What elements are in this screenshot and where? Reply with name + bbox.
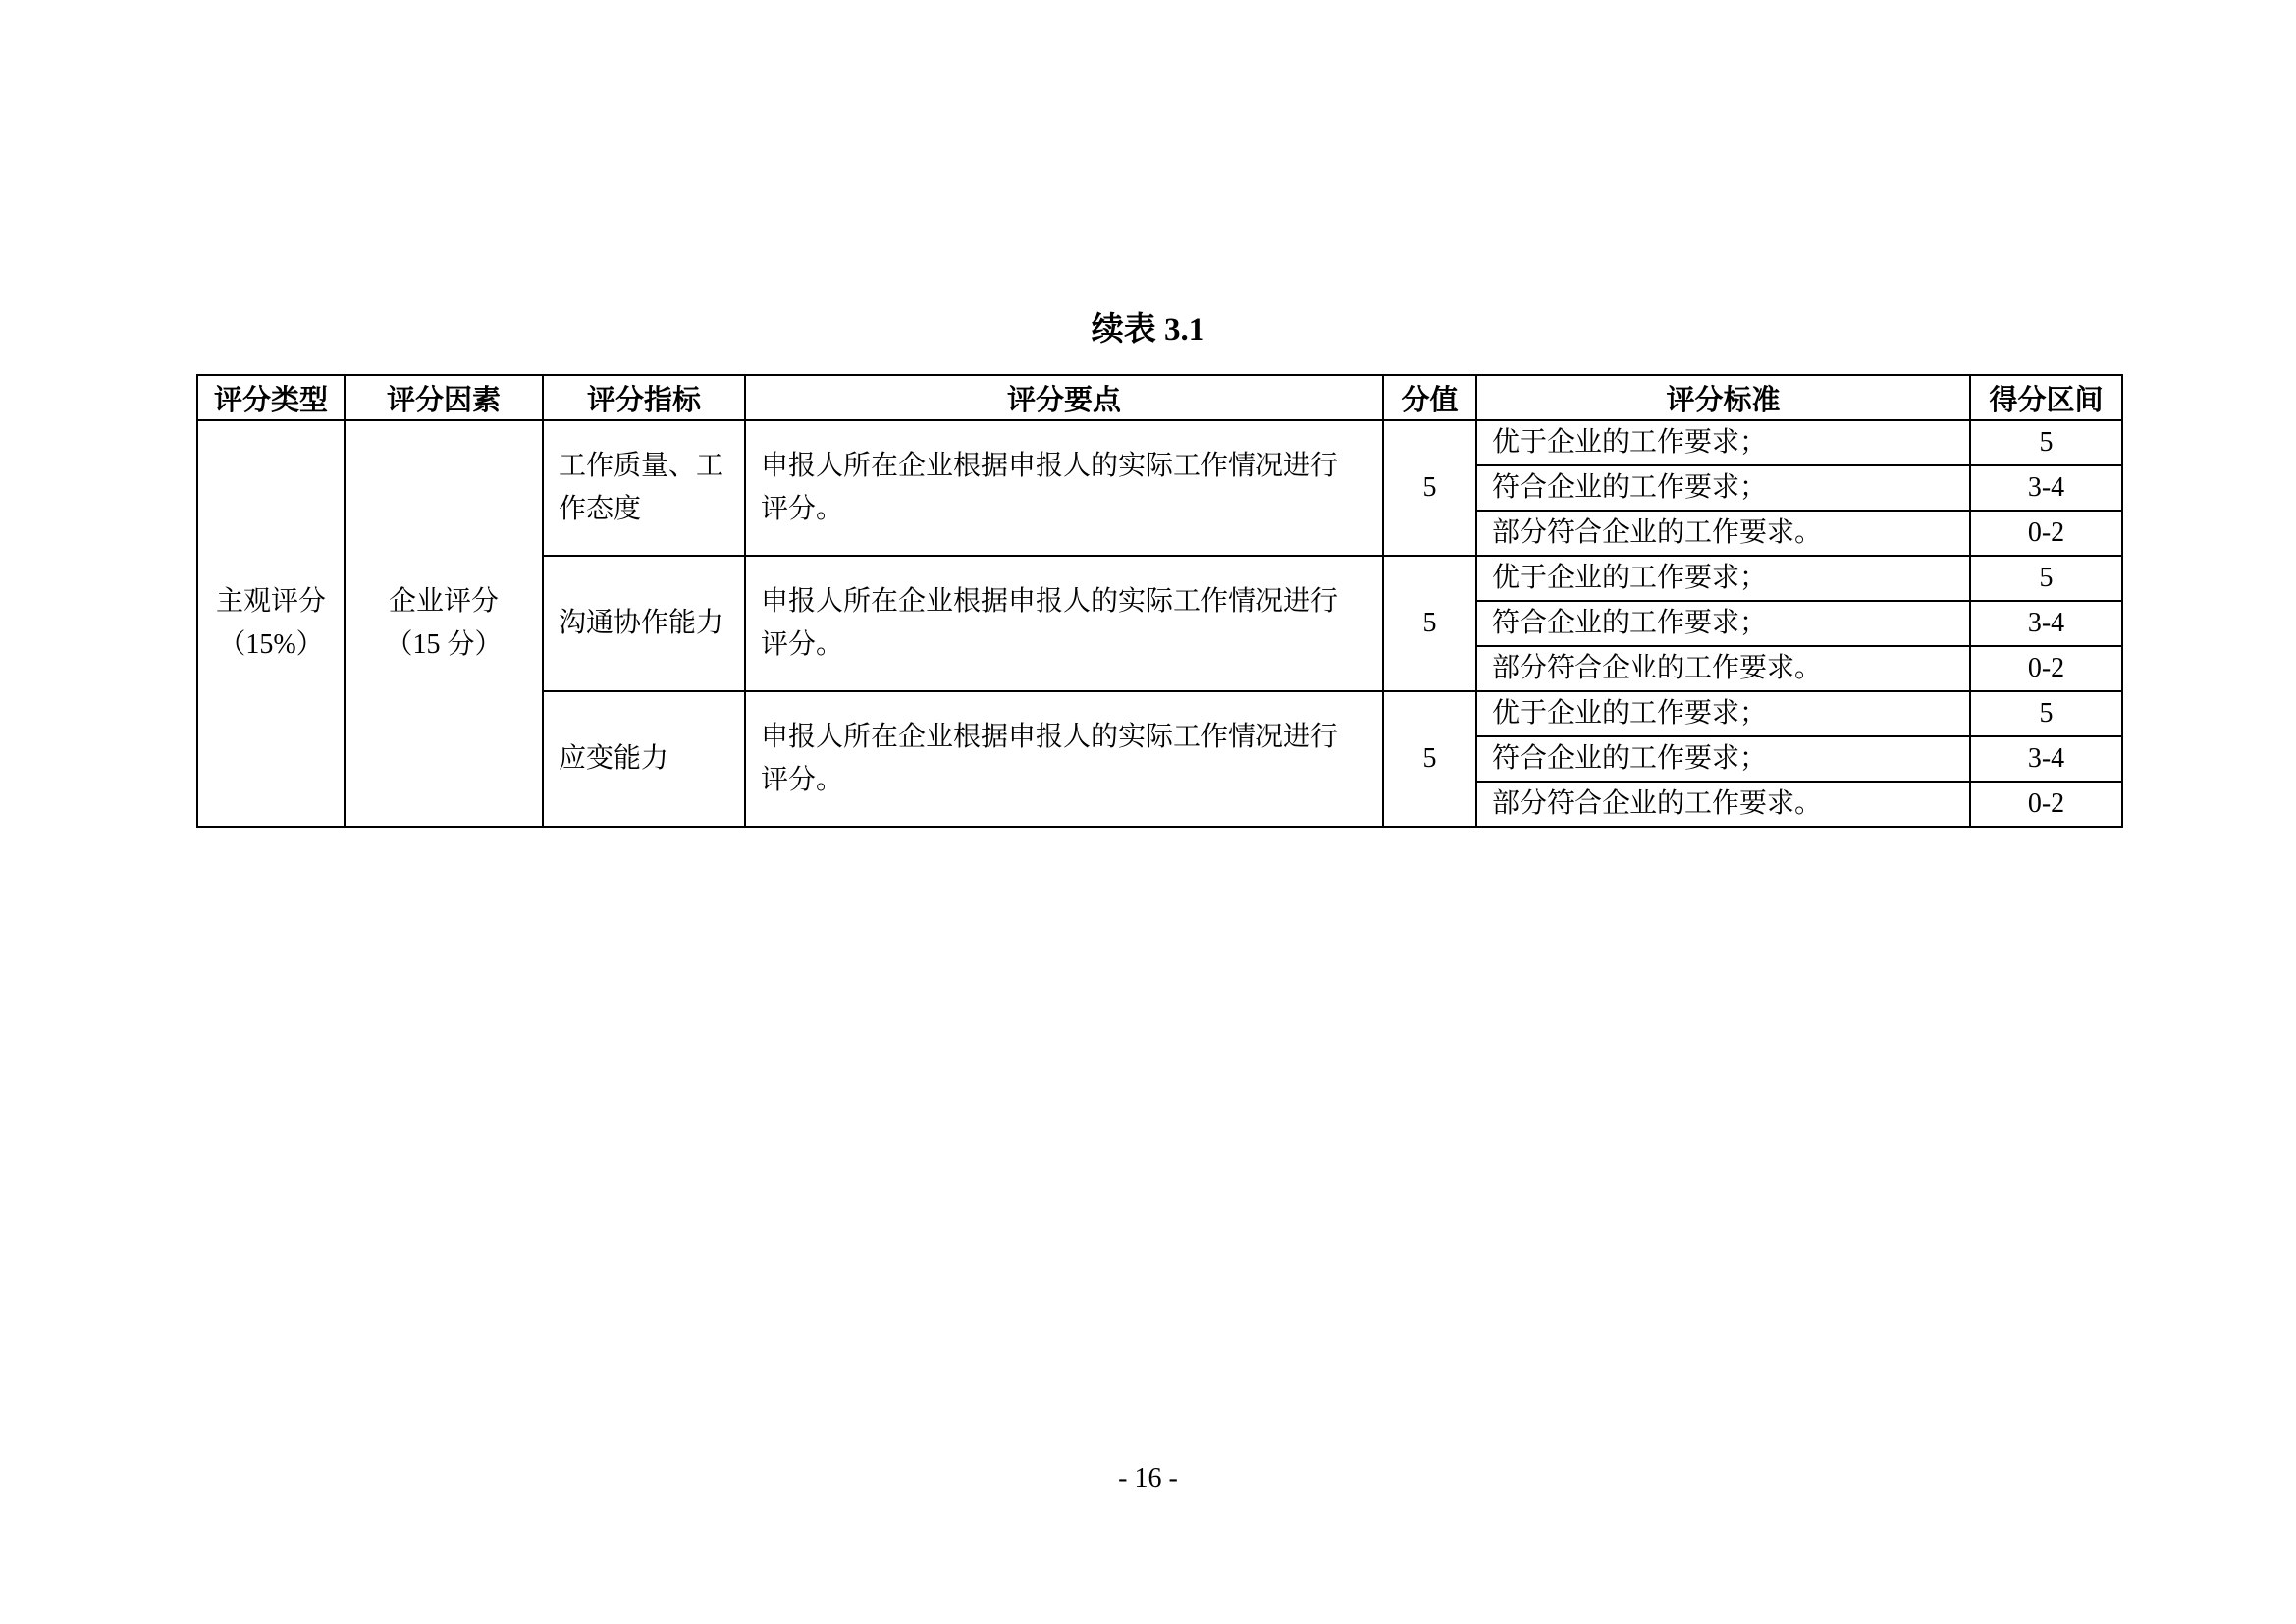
standard-cell: 优于企业的工作要求；: [1476, 556, 1970, 601]
scoring-point-cell: 申报人所在企业根据申报人的实际工作情况进行评分。: [745, 691, 1383, 827]
standard-cell: 优于企业的工作要求；: [1476, 420, 1970, 465]
scoring-factor-cell: [345, 420, 543, 827]
standard-cell: 部分符合企业的工作要求。: [1476, 782, 1970, 827]
indicator-cell: 应变能力: [543, 691, 745, 827]
standard-cell: 符合企业的工作要求；: [1476, 465, 1970, 511]
range-cell: 0-2: [1970, 646, 2122, 691]
table-caption: 续表 3.1: [1091, 312, 1205, 348]
header-cell: 评分因素: [345, 375, 543, 420]
range-cell: 3-4: [1970, 465, 2122, 511]
indicator-cell: 工作质量、工作态度: [543, 420, 745, 556]
scoring-type-label: 主观评分: [215, 586, 326, 617]
header-cell: 评分标准: [1476, 375, 1970, 420]
range-cell: 0-2: [1970, 782, 2122, 827]
range-cell: 3-4: [1970, 736, 2122, 782]
scoring-factor-label: 企业评分: [388, 586, 499, 617]
standard-cell: 符合企业的工作要求；: [1476, 601, 1970, 646]
header-cell: 评分指标: [543, 375, 745, 420]
range-cell: 0-2: [1970, 511, 2122, 556]
standard-cell: 部分符合企业的工作要求。: [1476, 646, 1970, 691]
scoring-factor-points: （15 分）: [385, 629, 503, 660]
score-value-cell: 5: [1383, 556, 1476, 691]
range-cell: 5: [1970, 691, 2122, 736]
scoring-type-cell: [197, 420, 345, 827]
standard-cell: 优于企业的工作要求；: [1476, 691, 1970, 736]
indicator-cell: 沟通协作能力: [543, 556, 745, 691]
score-value-cell: 5: [1383, 691, 1476, 827]
scoring-point-cell: 申报人所在企业根据申报人的实际工作情况进行评分。: [745, 556, 1383, 691]
header-cell: 评分要点: [745, 375, 1383, 420]
scoring-point-cell: 申报人所在企业根据申报人的实际工作情况进行评分。: [745, 420, 1383, 556]
range-cell: 5: [1970, 556, 2122, 601]
standard-cell: 符合企业的工作要求；: [1476, 736, 1970, 782]
score-value-cell: 5: [1383, 420, 1476, 556]
table-row: [197, 420, 2122, 465]
standard-cell: 部分符合企业的工作要求。: [1476, 511, 1970, 556]
header-cell: 得分区间: [1970, 375, 2122, 420]
scoring-table: [196, 374, 2123, 828]
range-cell: 5: [1970, 420, 2122, 465]
page-number: - 16 -: [1118, 1463, 1178, 1493]
range-cell: 3-4: [1970, 601, 2122, 646]
header-cell: 评分类型: [197, 375, 345, 420]
table-header-row: [197, 375, 2122, 420]
scoring-type-weight: （15%）: [218, 629, 324, 660]
header-cell: 分值: [1383, 375, 1476, 420]
